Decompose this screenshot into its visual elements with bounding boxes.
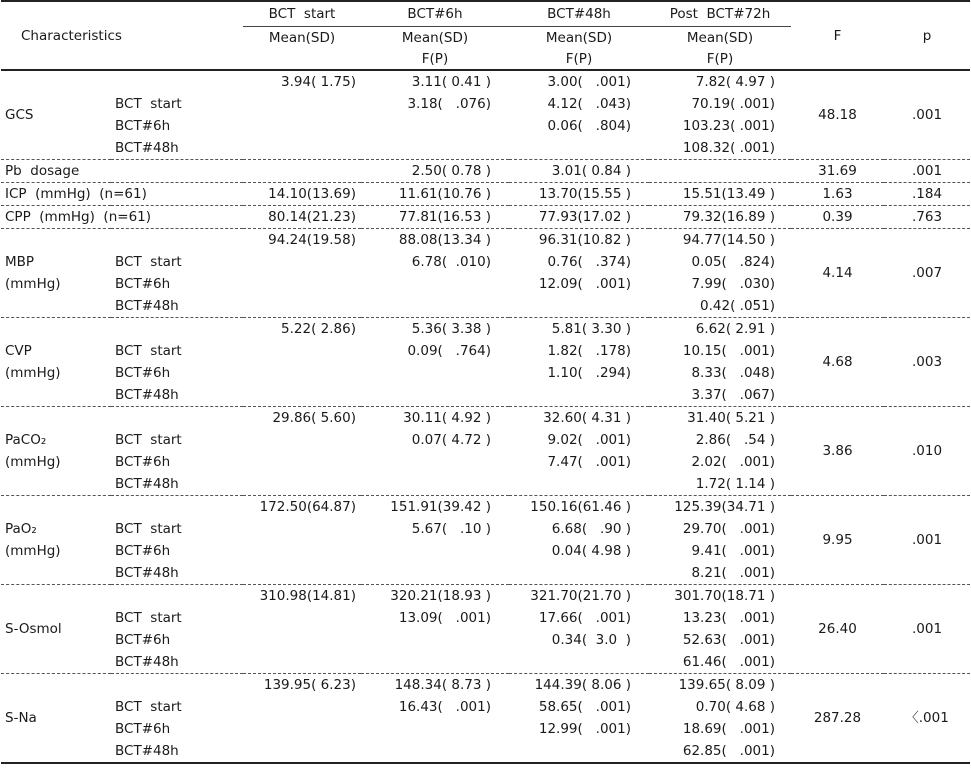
comparison-label: BCT#6h (115, 632, 171, 648)
cell-post72h: 0.42( .051) (700, 298, 775, 314)
header-characteristics: Characteristics (1, 1, 243, 70)
cell-post72h: 8.21( .001) (691, 565, 775, 581)
cell-bct-start (243, 607, 361, 629)
table-row (1, 674, 970, 697)
cell-f: 287.28 (791, 674, 884, 764)
cell-p: .010 (884, 407, 970, 496)
cell-bct-start: 139.95( 6.23) (243, 674, 361, 697)
cell-f: 48.18 (791, 70, 884, 160)
cell-bct-start (243, 651, 361, 674)
cell-bct48h (509, 473, 649, 496)
cell-bct-start (243, 540, 361, 562)
cell-bct48h (509, 295, 649, 318)
comparison-label: BCT start (115, 610, 182, 626)
cell-bct48h: 12.09( .001) (538, 276, 631, 292)
cell-f: 4.68 (791, 318, 884, 407)
comparison-label: BCT#6h (115, 118, 171, 134)
cell-f: 31.69 (791, 160, 884, 183)
cell-bct48h: 0.06( .804) (547, 118, 631, 134)
comparison-label: BCT#6h (115, 276, 171, 292)
cell-bct48h: 96.31(10.82 ) (509, 229, 649, 252)
cell-bct6h: 16.43( .001) (398, 699, 491, 715)
cell-post72h: 6.62( 2.91 ) (649, 318, 791, 341)
cell-bct-start (243, 362, 361, 384)
comparison-label: BCT start (115, 432, 182, 448)
header-mean-sd: Mean(SD) (268, 30, 336, 46)
cell-bct6h: 11.61(10.76 ) (361, 183, 509, 206)
header-mean-sd: Mean(SD) (545, 30, 613, 46)
table-row (1, 70, 970, 93)
header-f-p: F(P) (361, 49, 509, 70)
cell-bct-start (243, 384, 361, 407)
group-label-line: S-Osmol (5, 621, 62, 637)
cell-bct6h (361, 718, 509, 740)
cell-bct-start (243, 718, 361, 740)
group-label (1, 318, 111, 407)
header-bct48h: BCT#48h (509, 1, 649, 27)
cell-f: 26.40 (791, 585, 884, 674)
comparison-label: BCT#48h (115, 476, 179, 492)
cell-p: .001 (884, 496, 970, 585)
cell-f: 1.63 (791, 183, 884, 206)
cell-bct6h (361, 137, 509, 160)
cell-bct48h: 0.76( .374) (547, 254, 631, 270)
comparison-label: BCT start (115, 96, 182, 112)
group-label (1, 496, 111, 585)
group-label-line: (mmHg) (5, 365, 61, 381)
comparison-label: BCT start (115, 254, 182, 270)
cell-bct48h (509, 384, 649, 407)
cell-bct48h: 1.10( .294) (547, 365, 631, 381)
header-mean-sd: Mean(SD) (686, 30, 754, 46)
cell-bct6h: 148.34( 8.73 ) (361, 674, 509, 697)
cell-bct48h: 13.70(15.55 ) (509, 183, 649, 206)
cell-bct48h: 32.60( 4.31 ) (509, 407, 649, 430)
cell-bct6h: 2.50( 0.78 ) (361, 160, 509, 183)
cell-bct6h: 30.11( 4.92 ) (361, 407, 509, 430)
comparison-label: BCT#48h (115, 565, 179, 581)
group-label (1, 674, 111, 764)
cell-p: .001 (884, 160, 970, 183)
cell-post72h: 29.70( .001) (682, 521, 775, 537)
cell-bct48h (509, 740, 649, 763)
cell-bct6h (361, 273, 509, 295)
cell-bct48h (509, 651, 649, 674)
group-label-line: (mmHg) (5, 454, 61, 470)
cell-post72h: 18.69( .001) (682, 721, 775, 737)
cell-f: 9.95 (791, 496, 884, 585)
cell-post72h: 9.41( .001) (691, 543, 775, 559)
cell-bct-start (243, 93, 361, 115)
cell-bct-start (243, 473, 361, 496)
cell-post72h: 15.51(13.49 ) (649, 183, 791, 206)
group-label (1, 585, 111, 674)
cell-bct6h: 3.18( .076) (407, 96, 491, 112)
cell-post72h: 79.32(16.89 ) (649, 206, 791, 229)
cell-bct48h (509, 137, 649, 160)
cell-p: .763 (884, 206, 970, 229)
comparison-label: BCT start (115, 343, 182, 359)
table-row (1, 206, 970, 229)
comparison-label (111, 496, 243, 519)
comparison-label: BCT#48h (115, 140, 179, 156)
group-label-line: CVP (5, 343, 32, 359)
cell-bct48h (509, 562, 649, 585)
comparison-label: BCT#6h (115, 454, 171, 470)
cell-bct-start (243, 629, 361, 651)
cell-bct-start (243, 740, 361, 763)
cell-bct6h: 320.21(18.93 ) (361, 585, 509, 608)
cell-bct6h: 88.08(13.34 ) (361, 229, 509, 252)
group-label (1, 70, 111, 160)
cell-post72h: 103.23( .001) (682, 118, 775, 134)
header-mean-sd: Mean(SD) (401, 30, 469, 46)
cell-bct6h: 0.07( 4.72 ) (411, 432, 491, 448)
cell-bct6h: 77.81(16.53 ) (361, 206, 509, 229)
cell-bct-start: 94.24(19.58) (243, 229, 361, 252)
comparison-label: BCT#48h (111, 740, 243, 763)
cell-bct6h (361, 384, 509, 407)
table-row (1, 318, 970, 341)
header-blank (243, 49, 361, 70)
cell-post72h: 301.70(18.71 ) (649, 585, 791, 608)
cell-bct6h (361, 562, 509, 585)
comparison-label (111, 585, 243, 608)
cell-bct6h (361, 651, 509, 674)
cell-p: .001 (884, 585, 970, 674)
cell-bct6h (361, 540, 509, 562)
group-label-line: PaO₂ (5, 521, 37, 537)
cell-bct-start (243, 518, 361, 540)
cell-p: .007 (884, 229, 970, 318)
cell-bct48h: 150.16(61.46 ) (509, 496, 649, 519)
cell-post72h: 1.72( 1.14 ) (695, 476, 775, 492)
cell-post72h: 70.19( .001) (691, 96, 775, 112)
cell-bct48h: 6.68( .90 ) (551, 521, 631, 537)
header-bct6h: BCT#6h (361, 1, 509, 27)
comparison-label: BCT#6h (115, 721, 171, 737)
cell-bct6h: 151.91(39.42 ) (361, 496, 509, 519)
cell-bct6h: 13.09( .001) (398, 610, 491, 626)
group-label-line: (mmHg) (5, 276, 61, 292)
cell-bct-start (243, 160, 361, 183)
cell-bct6h: 6.78( .010) (411, 254, 491, 270)
header-f-p: F(P) (509, 49, 649, 70)
cell-bct6h (361, 740, 509, 763)
cell-bct6h (361, 295, 509, 318)
row-label: CPP (mmHg) (n=61) (1, 206, 243, 229)
comparison-label: BCT#48h (115, 387, 179, 403)
comparison-label: BCT#48h (115, 654, 179, 670)
table-row (1, 585, 970, 608)
cell-bct6h (361, 115, 509, 137)
table-body (1, 70, 970, 763)
header-bct-start: BCT start (243, 1, 361, 27)
cell-post72h: 2.86( .54 ) (695, 432, 775, 448)
cell-post72h: 52.63( .001) (682, 632, 775, 648)
cell-bct-start (243, 696, 361, 718)
cell-post72h: 61.46( .001) (682, 654, 775, 670)
row-label: Pb dosage (1, 160, 243, 183)
cell-bct-start: 5.22( 2.86) (243, 318, 361, 341)
group-label-line: (mmHg) (5, 543, 61, 559)
cell-f: 0.39 (791, 206, 884, 229)
cell-bct-start: 172.50(64.87) (243, 496, 361, 519)
cell-bct-start (243, 562, 361, 585)
cell-bct-start (243, 451, 361, 473)
cell-post72h: 7.82( 4.97 ) (649, 70, 791, 93)
cell-post72h: 62.85( .001) (649, 740, 791, 763)
table-row (1, 183, 970, 206)
comparison-label (111, 70, 243, 93)
cell-post72h: 2.02( .001) (691, 454, 775, 470)
cell-bct-start: 3.94( 1.75) (243, 70, 361, 93)
cell-bct-start (243, 340, 361, 362)
cell-p: 〈.001 (884, 674, 970, 764)
cell-post72h: 125.39(34.71 ) (649, 496, 791, 519)
cell-bct48h: 144.39( 8.06 ) (509, 674, 649, 697)
cell-bct-start (243, 295, 361, 318)
comparison-label (111, 407, 243, 430)
cell-post72h: 108.32( .001) (682, 140, 775, 156)
cell-bct-start: 80.14(21.23) (243, 206, 361, 229)
cell-bct48h: 5.81( 3.30 ) (509, 318, 649, 341)
cell-bct6h: 3.11( 0.41 ) (361, 70, 509, 93)
comparison-label (111, 318, 243, 341)
cell-p: .184 (884, 183, 970, 206)
header-post72h: Post BCT#72h (649, 1, 791, 27)
cell-bct6h: 5.36( 3.38 ) (361, 318, 509, 341)
cell-bct48h: 0.34( 3.0 ) (551, 632, 631, 648)
group-label (1, 407, 111, 496)
cell-bct48h: 3.00( .001) (509, 70, 649, 93)
cell-bct6h: 5.67( .10 ) (411, 521, 491, 537)
cell-bct-start (243, 115, 361, 137)
header-p: p (884, 1, 970, 70)
header-f-p: F(P) (649, 49, 791, 70)
cell-bct48h: 77.93(17.02 ) (509, 206, 649, 229)
cell-bct48h: 0.04( 4.98 ) (551, 543, 631, 559)
cell-bct48h: 58.65( .001) (538, 699, 631, 715)
cell-bct-start (243, 429, 361, 451)
row-label: ICP (mmHg) (n=61) (1, 183, 243, 206)
cell-f: 3.86 (791, 407, 884, 496)
table-header (1, 1, 970, 70)
cell-p: .003 (884, 318, 970, 407)
cell-bct6h (361, 473, 509, 496)
cell-bct48h: 12.99( .001) (538, 721, 631, 737)
results-table (1, 0, 970, 764)
cell-bct48h: 17.66( .001) (538, 610, 631, 626)
comparison-label: BCT start (115, 521, 182, 537)
table-row (1, 496, 970, 519)
comparison-label: BCT#6h (115, 543, 171, 559)
group-label-line: S-Na (5, 710, 37, 726)
cell-bct48h: 4.12( .043) (547, 96, 631, 112)
cell-bct48h: 321.70(21.70 ) (509, 585, 649, 608)
group-label-line: PaCO₂ (5, 432, 47, 448)
cell-bct-start: 310.98(14.81) (243, 585, 361, 608)
cell-bct48h: 1.82( .178) (547, 343, 631, 359)
cell-post72h: 13.23( .001) (682, 610, 775, 626)
group-label-line: GCS (5, 107, 34, 123)
comparison-label (111, 674, 243, 697)
table-row (1, 160, 970, 183)
header-f: F (791, 1, 884, 70)
cell-bct6h (361, 629, 509, 651)
cell-bct6h (361, 451, 509, 473)
cell-bct-start: 29.86( 5.60) (243, 407, 361, 430)
cell-post72h: 94.77(14.50 ) (649, 229, 791, 252)
cell-post72h: 31.40( 5.21 ) (649, 407, 791, 430)
table-row (1, 407, 970, 430)
cell-post72h: 139.65( 8.09 ) (649, 674, 791, 697)
comparison-label: BCT#6h (115, 365, 171, 381)
cell-bct-start (243, 251, 361, 273)
cell-post72h: 0.05( .824) (691, 254, 775, 270)
cell-bct48h: 7.47( .001) (547, 454, 631, 470)
cell-post72h: 7.99( .030) (691, 276, 775, 292)
cell-bct6h: 0.09( .764) (407, 343, 491, 359)
group-label (1, 229, 111, 318)
cell-bct-start (243, 273, 361, 295)
group-label-line: MBP (5, 254, 35, 270)
table-row (1, 229, 970, 252)
cell-post72h: 0.70( 4.68 ) (695, 699, 775, 715)
comparison-label: BCT start (115, 699, 182, 715)
cell-post72h: 3.37( .067) (691, 387, 775, 403)
cell-post72h (649, 160, 791, 183)
cell-bct-start: 14.10(13.69) (243, 183, 361, 206)
cell-bct6h (361, 362, 509, 384)
cell-post72h: 10.15( .001) (682, 343, 775, 359)
cell-bct48h: 9.02( .001) (547, 432, 631, 448)
comparison-label (111, 229, 243, 252)
cell-bct48h: 3.01( 0.84 ) (509, 160, 649, 183)
cell-f: 4.14 (791, 229, 884, 318)
cell-p: .001 (884, 70, 970, 160)
cell-post72h: 8.33( .048) (691, 365, 775, 381)
comparison-label: BCT#48h (115, 298, 179, 314)
cell-bct-start (243, 137, 361, 160)
